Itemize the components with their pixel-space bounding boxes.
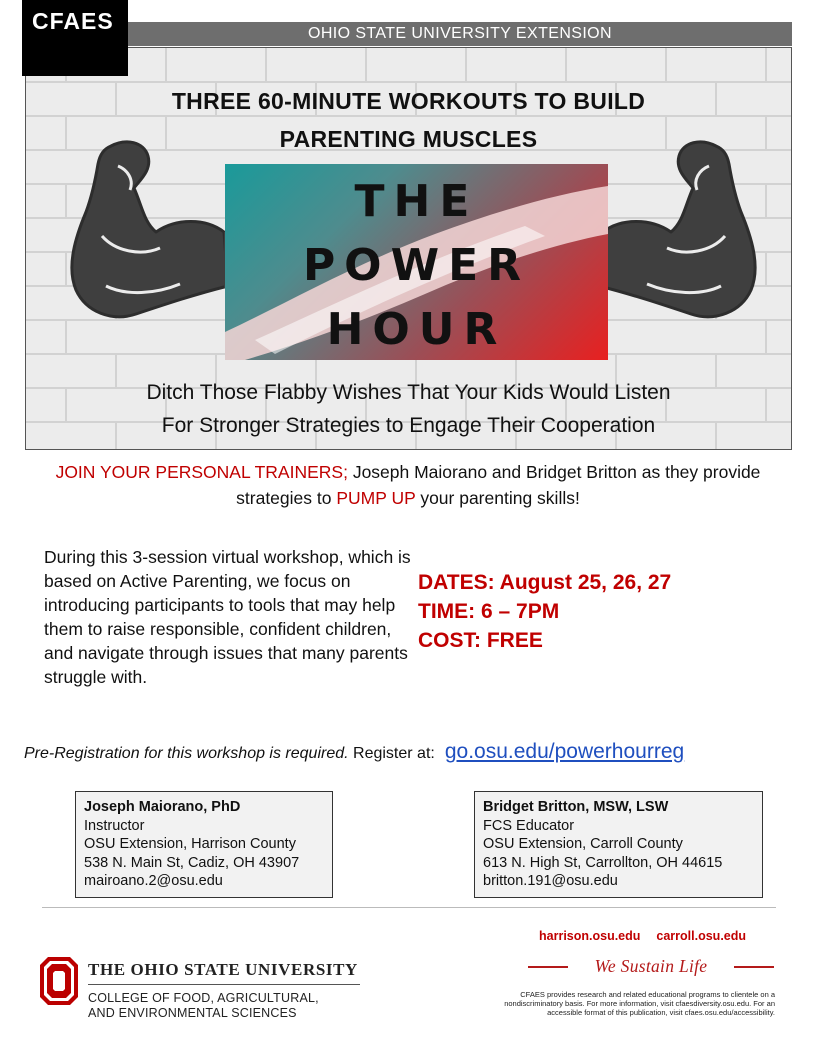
pump-up-emphasis: PUMP UP [336, 488, 416, 508]
extension-banner: OHIO STATE UNIVERSITY EXTENSION [128, 22, 792, 46]
instructor-address: 613 N. High St, Carrollton, OH 44615 [483, 854, 723, 871]
registration-line [24, 740, 684, 764]
join-text-1: Joseph Maiorano and Bridget Britton as they provide strategies to [236, 462, 761, 508]
event-time: TIME: 6 – 7PM [418, 600, 560, 623]
county-websites [539, 929, 746, 943]
join-text-2: your parenting skills! [415, 488, 580, 508]
registration-required: Pre-Registration for this workshop is required. [24, 745, 349, 762]
cfaes-logo: CFAES [22, 0, 128, 76]
title-word-hour: HOUR [326, 304, 507, 355]
instructor-email[interactable]: britton.191@osu.edu [483, 873, 618, 889]
power-hour-title-box [225, 164, 608, 360]
college-name-line-2: AND ENVIRONMENTAL SCIENCES [88, 1006, 297, 1020]
hero-banner [25, 47, 792, 450]
instructor-name: Joseph Maiorano, PhD [84, 799, 241, 815]
event-cost: COST: FREE [418, 629, 543, 652]
osu-block-o-logo [40, 957, 78, 1005]
tagline-text: We Sustain Life [594, 956, 708, 976]
osu-wordmark: THE OHIO STATE UNIVERSITY [88, 960, 358, 979]
osu-wordmark-rule [88, 984, 360, 985]
event-dates: DATES: August 25, 26, 27 [418, 571, 672, 594]
college-name [88, 991, 319, 1021]
registration-link[interactable]: go.osu.edu/powerhourreg [444, 740, 685, 763]
hero-headline-line-2: PARENTING MUSCLES [279, 126, 538, 152]
instructor-card-britton [474, 791, 763, 898]
instructor-office: OSU Extension, Harrison County [84, 836, 296, 852]
harrison-site-link[interactable]: harrison.osu.edu [539, 929, 641, 943]
tagline-rule-right [734, 966, 774, 968]
instructor-office: OSU Extension, Carroll County [483, 836, 683, 852]
hero-headline-line-1: THREE 60-MINUTE WORKOUTS TO BUILD [171, 88, 646, 114]
footer-divider [42, 907, 776, 908]
instructor-role: Instructor [84, 817, 145, 834]
carroll-site-link[interactable]: carroll.osu.edu [656, 929, 747, 943]
instructor-name: Bridget Britton, MSW, LSW [483, 799, 669, 815]
instructor-card-maiorano [75, 791, 333, 898]
hero-subtitle-line-2: For Stronger Strategies to Engage Their Cooperation [161, 414, 656, 437]
nondiscrimination-disclaimer: CFAES provides research and related educational programs to clientele on a nondiscriminatory basis. For more information, visit cfaesdiversity.osu.edu. For an accessible format of this publication, visit cfaes.osu.edu/accessibility. [504, 990, 775, 1017]
instructor-email[interactable]: mairoano.2@osu.edu [84, 873, 223, 889]
join-trainers-text [30, 459, 786, 511]
college-name-line-1: COLLEGE OF FOOD, AGRICULTURAL, [88, 991, 319, 1005]
register-at-label: Register at: [348, 745, 435, 762]
tagline-rule-left [528, 966, 568, 968]
instructor-address: 538 N. Main St, Cadiz, OH 43907 [84, 854, 300, 871]
instructor-role: FCS Educator [483, 817, 575, 834]
we-sustain-life-tagline [528, 956, 774, 977]
join-lead: JOIN YOUR PERSONAL TRAINERS; [55, 462, 348, 482]
title-word-the: THE [354, 176, 479, 227]
workshop-description: During this 3-session virtual workshop, which is based on Active Parenting, we focus on introducing participants to tools that may help them to raise responsible, confident children, and navigate through issues that many parents struggle with. [44, 547, 411, 687]
event-details [418, 568, 671, 655]
hero-subtitle-line-1: Ditch Those Flabby Wishes That Your Kids Would Listen [146, 381, 671, 404]
title-word-power: POWER [302, 240, 531, 291]
